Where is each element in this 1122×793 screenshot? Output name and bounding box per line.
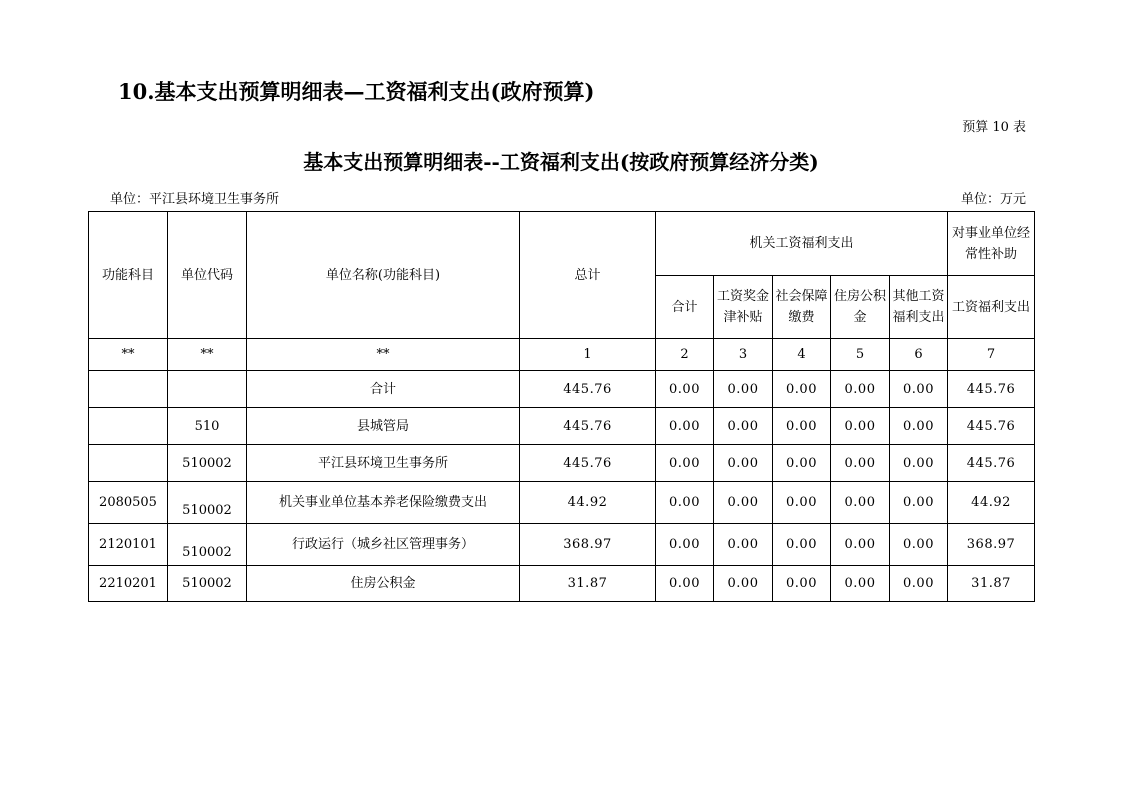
table-row: [89, 445, 1035, 482]
header-org-salary-group: 机关工资福利支出: [656, 212, 948, 276]
cell-salary: 0.00: [714, 566, 773, 602]
header-other-welfare: 其他工资福利支出: [890, 276, 948, 339]
cell-total: 368.97: [520, 524, 656, 566]
index-cell: **: [168, 339, 247, 371]
cell-unit-code: 510002: [168, 566, 247, 602]
index-cell: **: [89, 339, 168, 371]
cell-func-code: 2210201: [89, 566, 168, 602]
header-sub-total: 合计: [656, 276, 714, 339]
table-row: [89, 371, 1035, 408]
cell-sub-total: 0.00: [656, 371, 714, 408]
header-func-subject: 功能科目: [89, 212, 168, 339]
cell-total: 31.87: [520, 566, 656, 602]
cell-housing: 0.00: [831, 408, 890, 445]
cell-social: 0.00: [773, 371, 831, 408]
cell-subsidy: 44.92: [948, 482, 1035, 524]
cell-func-code: 2120101: [89, 524, 168, 566]
table-title: 基本支出预算明细表--工资福利支出(按政府预算经济分类): [303, 150, 819, 174]
cell-housing: 0.00: [831, 482, 890, 524]
cell-sub-total: 0.00: [656, 408, 714, 445]
reporting-unit: 单位：平江县环境卫生事务所: [110, 192, 280, 207]
index-cell: **: [247, 339, 520, 371]
cell-social: 0.00: [773, 482, 831, 524]
cell-sub-total: 0.00: [656, 566, 714, 602]
index-cell: 3: [714, 339, 773, 371]
cell-other: 0.00: [890, 524, 948, 566]
cell-unit-name: 合计: [247, 371, 520, 408]
index-cell: 1: [520, 339, 656, 371]
header-unit-name: 单位名称(功能科目): [247, 212, 520, 339]
cell-total: 445.76: [520, 445, 656, 482]
cell-sub-total: 0.00: [656, 482, 714, 524]
cell-unit-name: 行政运行（城乡社区管理事务）: [247, 524, 520, 566]
header-housing-fund: 住房公积金: [831, 276, 890, 339]
cell-unit-code: 510002: [168, 445, 247, 482]
cell-unit-code: 510: [168, 408, 247, 445]
cell-subsidy: 368.97: [948, 524, 1035, 566]
header-subsidy-group: 对事业单位经常性补助: [948, 212, 1035, 276]
index-cell: 5: [831, 339, 890, 371]
budget-table: [88, 211, 1035, 602]
cell-func-code: 2080505: [89, 482, 168, 524]
cell-salary: 0.00: [714, 408, 773, 445]
cell-unit-name: 平江县环境卫生事务所: [247, 445, 520, 482]
page-heading: 10.基本支出预算明细表—工资福利支出(政府预算): [118, 79, 595, 104]
cell-housing: 0.00: [831, 566, 890, 602]
cell-social: 0.00: [773, 524, 831, 566]
table-row: [89, 566, 1035, 602]
cell-housing: 0.00: [831, 371, 890, 408]
cell-other: 0.00: [890, 445, 948, 482]
cell-social: 0.00: [773, 408, 831, 445]
cell-func-code: [89, 371, 168, 408]
cell-func-code: [89, 445, 168, 482]
cell-unit-name: 机关事业单位基本养老保险缴费支出: [247, 482, 520, 524]
cell-total: 445.76: [520, 408, 656, 445]
header-social-security: 社会保障缴费: [773, 276, 831, 339]
cell-total: 445.76: [520, 371, 656, 408]
table-row: [89, 482, 1035, 524]
cell-other: 0.00: [890, 371, 948, 408]
index-cell: 6: [890, 339, 948, 371]
cell-other: 0.00: [890, 482, 948, 524]
table-number: 预算 10 表: [962, 120, 1026, 135]
header-unit-code: 单位代码: [168, 212, 247, 339]
cell-sub-total: 0.00: [656, 445, 714, 482]
cell-func-code: [89, 408, 168, 445]
index-cell: 4: [773, 339, 831, 371]
header-salary-allowance: 工资奖金津补贴: [714, 276, 773, 339]
cell-subsidy: 445.76: [948, 371, 1035, 408]
cell-social: 0.00: [773, 566, 831, 602]
column-index-row: [89, 339, 1035, 371]
currency-unit: 单位：万元: [960, 192, 1026, 207]
cell-unit-code: 510002: [168, 482, 247, 524]
cell-unit-name: 住房公积金: [247, 566, 520, 602]
table-row: [89, 408, 1035, 445]
header-subsidy-salary: 工资福利支出: [948, 276, 1035, 339]
table-row: [89, 524, 1035, 566]
cell-salary: 0.00: [714, 445, 773, 482]
cell-salary: 0.00: [714, 524, 773, 566]
cell-subsidy: 445.76: [948, 445, 1035, 482]
cell-salary: 0.00: [714, 371, 773, 408]
cell-unit-code: [168, 371, 247, 408]
cell-subsidy: 31.87: [948, 566, 1035, 602]
cell-other: 0.00: [890, 566, 948, 602]
cell-other: 0.00: [890, 408, 948, 445]
index-cell: 7: [948, 339, 1035, 371]
cell-sub-total: 0.00: [656, 524, 714, 566]
cell-social: 0.00: [773, 445, 831, 482]
cell-salary: 0.00: [714, 482, 773, 524]
cell-total: 44.92: [520, 482, 656, 524]
cell-subsidy: 445.76: [948, 408, 1035, 445]
cell-unit-code: 510002: [168, 524, 247, 566]
cell-housing: 0.00: [831, 445, 890, 482]
cell-unit-name: 县城管局: [247, 408, 520, 445]
index-cell: 2: [656, 339, 714, 371]
header-total: 总计: [520, 212, 656, 339]
cell-housing: 0.00: [831, 524, 890, 566]
